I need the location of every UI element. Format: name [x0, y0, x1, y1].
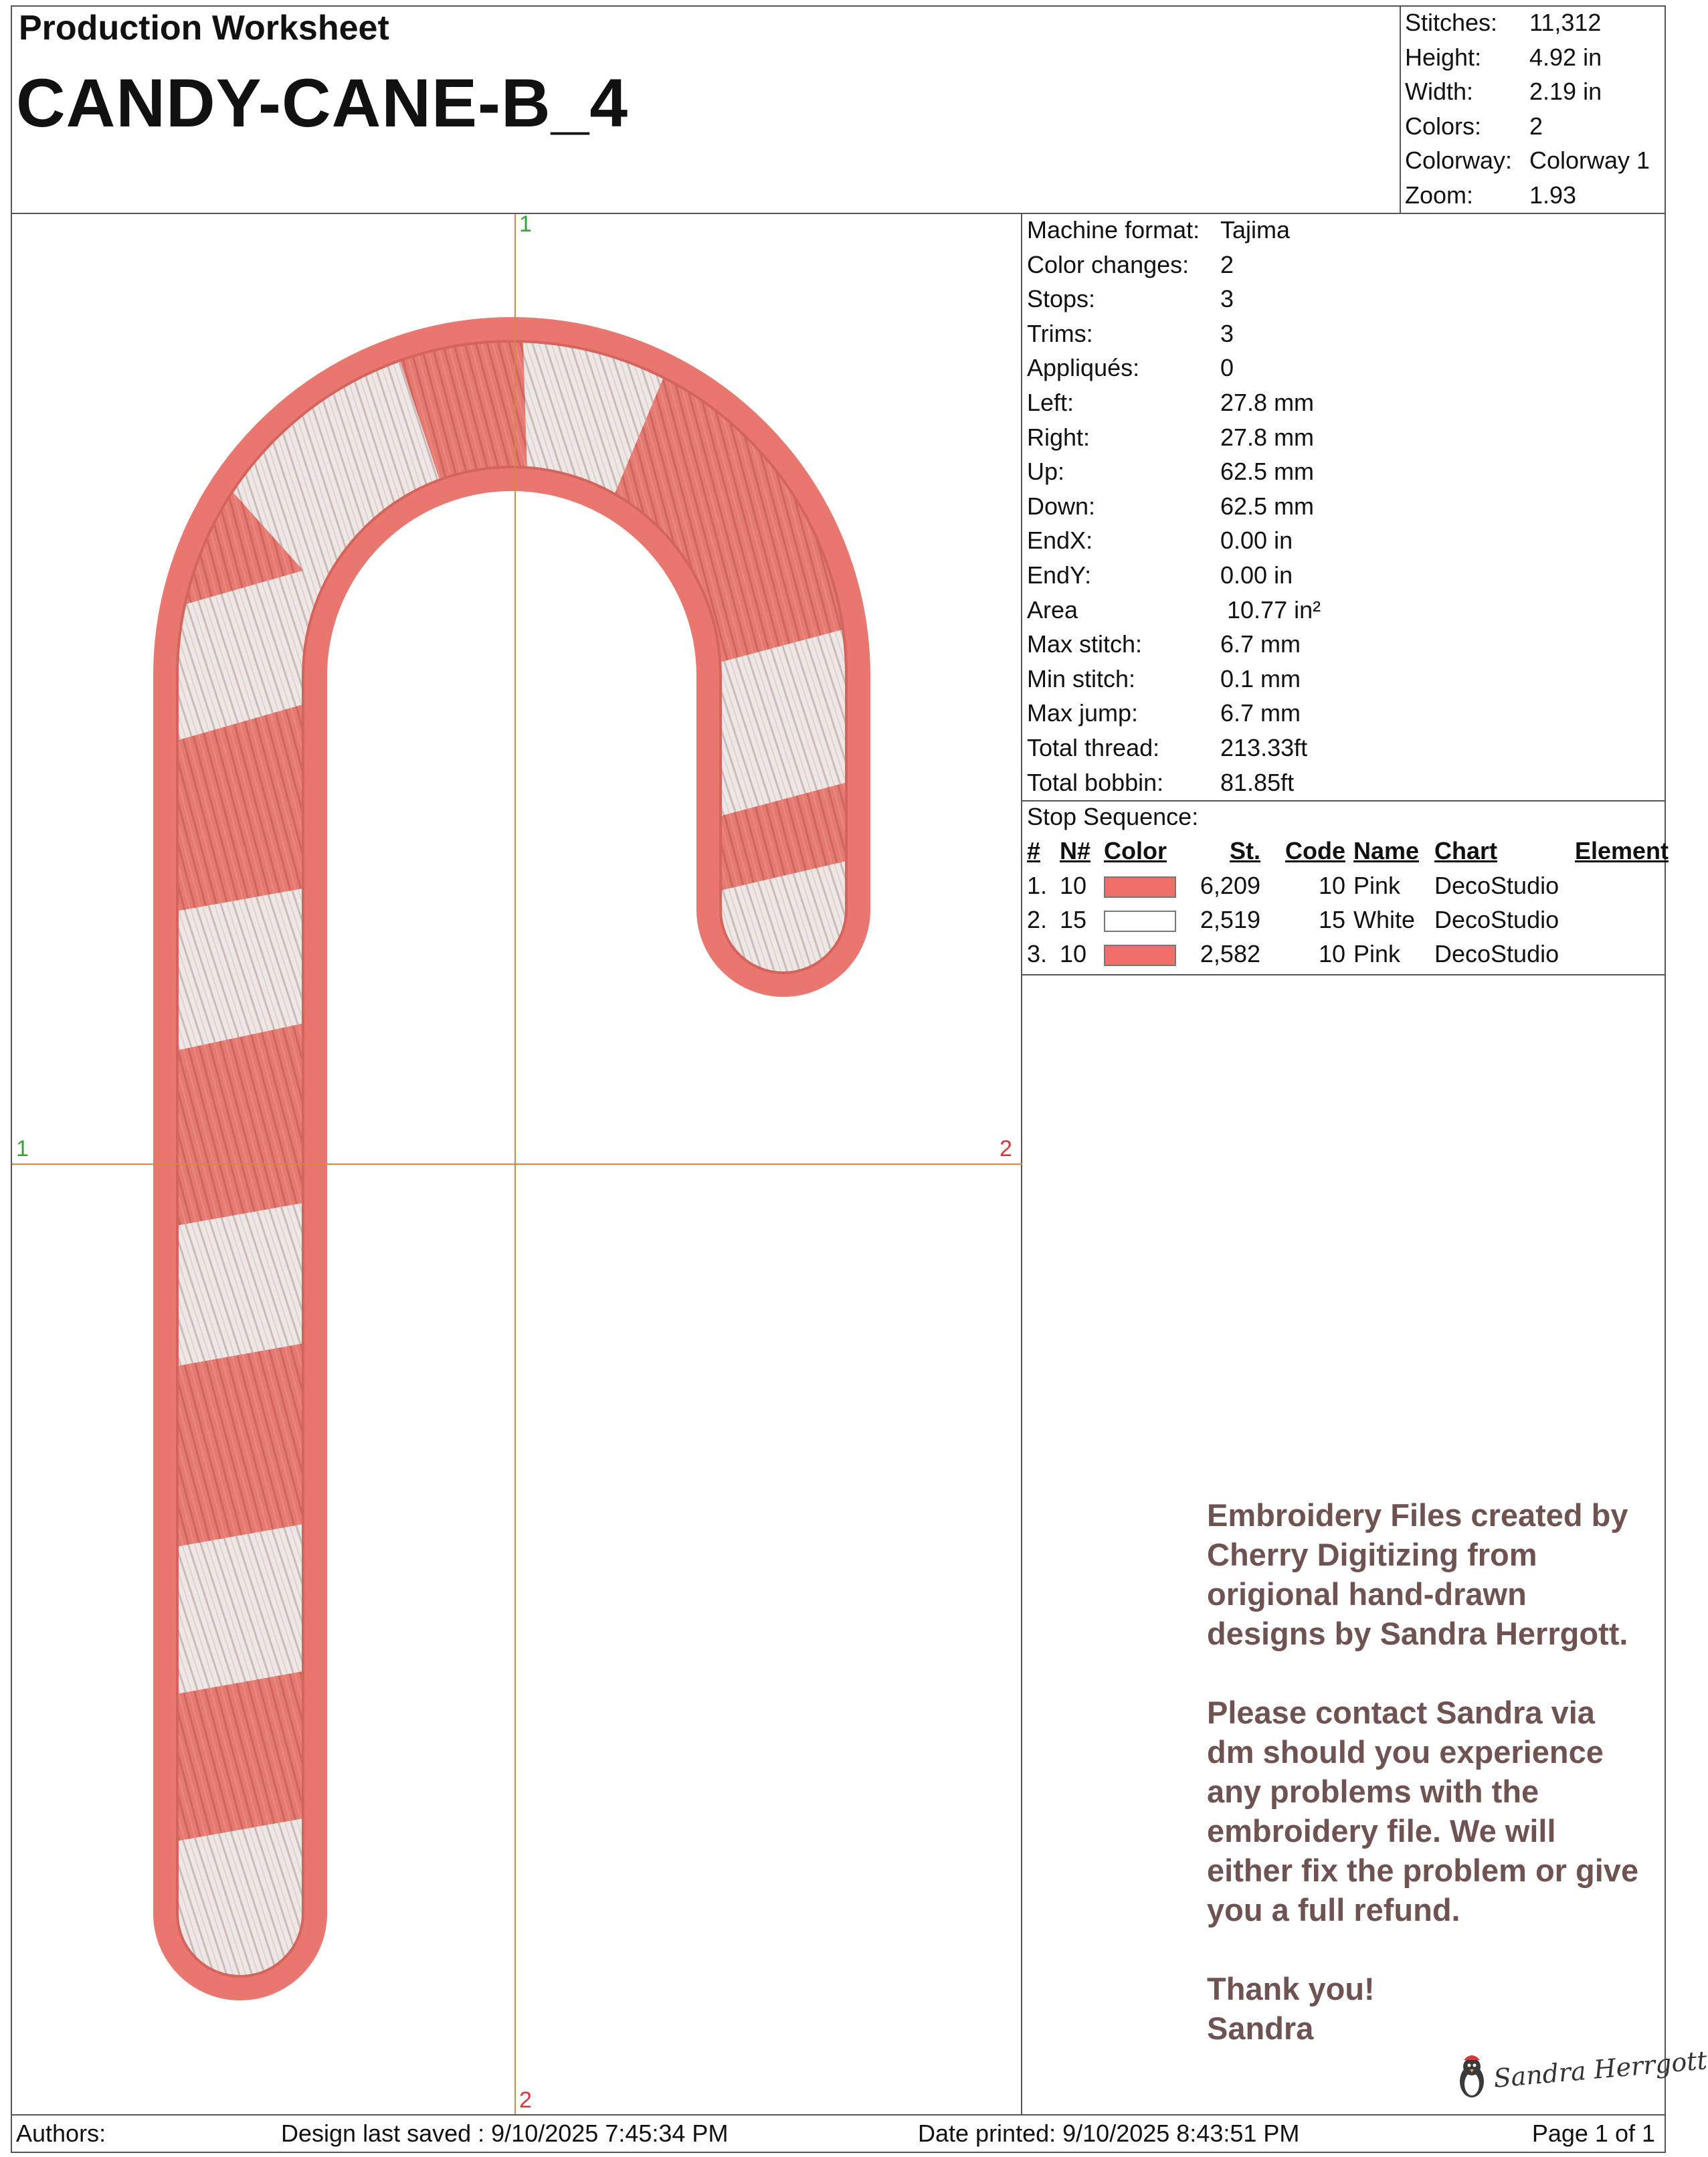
- info-value: 0.00 in: [1220, 561, 1293, 589]
- row-st: 2,582: [1200, 939, 1260, 967]
- row-code: 10: [1318, 939, 1345, 967]
- stat-value: 1.93: [1529, 181, 1577, 209]
- table-divider: [1021, 974, 1666, 975]
- info-value: 62.5 mm: [1220, 492, 1315, 520]
- stat-row: [1405, 143, 1650, 178]
- footer-page: Page 1 of 1: [1531, 2120, 1655, 2147]
- info-label: Down:: [1027, 492, 1096, 520]
- info-label: Stops:: [1027, 285, 1096, 313]
- row-element: [1570, 868, 1669, 903]
- info-value: 3: [1220, 285, 1234, 313]
- stat-label: Stitches:: [1405, 9, 1498, 36]
- header-chart: Chart: [1434, 837, 1498, 864]
- info-row: [1027, 282, 1321, 316]
- table-row: [1027, 903, 1669, 937]
- notes-thank-you: Thank you!: [1207, 1971, 1375, 2006]
- info-value: 81.85ft: [1220, 768, 1295, 796]
- notes-thanks: [1207, 1969, 1642, 2048]
- header-n: N#: [1060, 837, 1091, 864]
- row-n: 15: [1060, 905, 1087, 933]
- footer: [0, 2114, 1673, 2154]
- row-num: 3.: [1027, 939, 1048, 967]
- info-label: EndX:: [1027, 527, 1093, 555]
- info-row: [1027, 489, 1321, 524]
- info-row: [1027, 662, 1321, 696]
- row-color: [1104, 868, 1185, 903]
- stat-label: Height:: [1405, 43, 1482, 71]
- info-row: [1027, 765, 1321, 800]
- table-row: [1027, 937, 1669, 971]
- info-value: 213.33ft: [1220, 733, 1308, 761]
- row-name: Pink: [1353, 939, 1401, 967]
- stat-row: [1405, 40, 1650, 75]
- stat-value: 2.19 in: [1529, 78, 1602, 106]
- footer-authors: Authors:: [16, 2120, 106, 2147]
- info-row: [1027, 385, 1321, 420]
- stat-value: 2: [1529, 112, 1543, 140]
- notes-signoff: Sandra: [1207, 2010, 1314, 2046]
- stop-sequence-title: Stop Sequence:: [1027, 803, 1199, 830]
- info-row: [1027, 558, 1321, 593]
- info-row: [1027, 731, 1321, 765]
- signature-logo: [1452, 2044, 1708, 2104]
- row-chart: DecoStudio: [1434, 871, 1559, 899]
- info-row: [1027, 248, 1321, 282]
- row-num: 2.: [1027, 905, 1048, 933]
- color-swatch: [1104, 945, 1176, 966]
- designer-notes: [1207, 1495, 1642, 2048]
- notes-contact: Please contact Sandra via dm should you experience any problems with the embroidery file. We will either fix the problem or give you a full refund.: [1207, 1695, 1639, 1928]
- info-value: 0.00 in: [1220, 527, 1293, 555]
- row-element: [1570, 937, 1669, 971]
- info-row: [1027, 593, 1321, 628]
- info-label: EndY:: [1027, 561, 1092, 589]
- row-name: White: [1353, 905, 1416, 933]
- info-row: [1027, 316, 1321, 351]
- row-n: 10: [1060, 871, 1087, 899]
- info-label: Appliqués:: [1027, 354, 1140, 382]
- stat-value: 11,312: [1529, 9, 1602, 36]
- design-name: CANDY-CANE-B_4: [16, 65, 629, 141]
- info-value: 62.5 mm: [1220, 458, 1315, 486]
- info-label: Color changes:: [1027, 250, 1190, 278]
- axis-label-right: 2: [1000, 1136, 1012, 1161]
- table-row: [1027, 868, 1669, 903]
- info-value: Tajima: [1220, 216, 1291, 244]
- candy-cane-illustration: [12, 214, 1022, 2114]
- stat-row: [1405, 109, 1650, 144]
- info-label: Total bobbin:: [1027, 768, 1164, 796]
- axis-label-left: 1: [16, 1136, 29, 1161]
- info-label: Total thread:: [1027, 733, 1160, 761]
- row-st: 6,209: [1200, 871, 1260, 899]
- stat-label: Colorway:: [1405, 147, 1513, 175]
- row-st: 2,519: [1200, 905, 1260, 933]
- row-name: Pink: [1353, 871, 1401, 899]
- stat-label: Colors:: [1405, 112, 1482, 140]
- stat-value: Colorway 1: [1529, 147, 1650, 175]
- info-row: [1027, 696, 1321, 731]
- stats-divider: [1400, 5, 1401, 214]
- info-label: Machine format:: [1027, 216, 1200, 244]
- stat-row: [1405, 5, 1650, 40]
- info-label: Up:: [1027, 458, 1065, 486]
- info-row: [1027, 627, 1321, 662]
- info-row: [1027, 213, 1321, 248]
- row-num: 1.: [1027, 871, 1048, 899]
- info-value: 6.7 mm: [1220, 630, 1301, 658]
- stop-table: [1027, 834, 1669, 971]
- notes-credit: Embroidery Files created by Cherry Digitizing from origional hand-drawn designs by Sandra Herrgott.: [1207, 1497, 1628, 1651]
- penguin-icon: [1452, 2051, 1492, 2104]
- info-label: Area: [1027, 595, 1078, 624]
- header-code: Code: [1285, 837, 1345, 864]
- row-code: 15: [1318, 905, 1345, 933]
- header-color: Color: [1104, 837, 1167, 864]
- info-value: 6.7 mm: [1220, 699, 1301, 727]
- header-name: Name: [1353, 837, 1420, 864]
- header-element: Element: [1574, 837, 1669, 864]
- info-row: [1027, 454, 1321, 489]
- info-row: [1027, 523, 1321, 558]
- info-label: Max jump:: [1027, 699, 1139, 727]
- stat-value: 4.92 in: [1529, 43, 1602, 71]
- row-chart: DecoStudio: [1434, 905, 1559, 933]
- row-code: 10: [1318, 871, 1345, 899]
- machine-info: [1027, 213, 1321, 800]
- row-element: [1570, 903, 1669, 937]
- row-color: [1104, 937, 1185, 971]
- footer-saved: Design last saved : 9/10/2025 7:45:34 PM: [281, 2120, 729, 2147]
- info-label: Trims:: [1027, 319, 1093, 347]
- info-label: Right:: [1027, 423, 1090, 451]
- stop-table-header: [1027, 834, 1669, 868]
- signature-text: Sandra Herrgott: [1492, 2045, 1708, 2093]
- row-n: 10: [1060, 939, 1087, 967]
- stop-sequence: [1027, 800, 1669, 971]
- stat-label: Zoom:: [1405, 181, 1474, 209]
- axis-label-bottom: 2: [519, 2087, 532, 2113]
- info-value: 0.1 mm: [1220, 664, 1301, 692]
- info-label: Left:: [1027, 388, 1074, 416]
- stat-row: [1405, 178, 1650, 213]
- color-swatch: [1104, 876, 1176, 898]
- stat-row: [1405, 74, 1650, 109]
- color-swatch: [1104, 911, 1176, 932]
- row-color: [1104, 903, 1185, 937]
- info-row: [1027, 351, 1321, 385]
- info-value: 10.77 in²: [1220, 595, 1321, 624]
- row-chart: DecoStudio: [1434, 939, 1559, 967]
- info-value: 27.8 mm: [1220, 423, 1315, 451]
- info-label: Min stitch:: [1027, 664, 1136, 692]
- info-value: 2: [1220, 250, 1234, 278]
- footer-printed: Date printed: 9/10/2025 8:43:51 PM: [918, 2120, 1300, 2147]
- info-row: [1027, 420, 1321, 455]
- header-st: St.: [1229, 837, 1260, 864]
- info-value: 3: [1220, 319, 1234, 347]
- axis-label-top: 1: [519, 211, 532, 237]
- info-value: 27.8 mm: [1220, 388, 1315, 416]
- design-preview: [12, 211, 1022, 2114]
- info-label: Max stitch:: [1027, 630, 1143, 658]
- worksheet-label: Production Worksheet: [19, 9, 389, 48]
- header-num: #: [1027, 837, 1041, 864]
- info-value: 0: [1220, 354, 1234, 382]
- top-stats: [1405, 5, 1650, 213]
- stat-label: Width:: [1405, 78, 1474, 106]
